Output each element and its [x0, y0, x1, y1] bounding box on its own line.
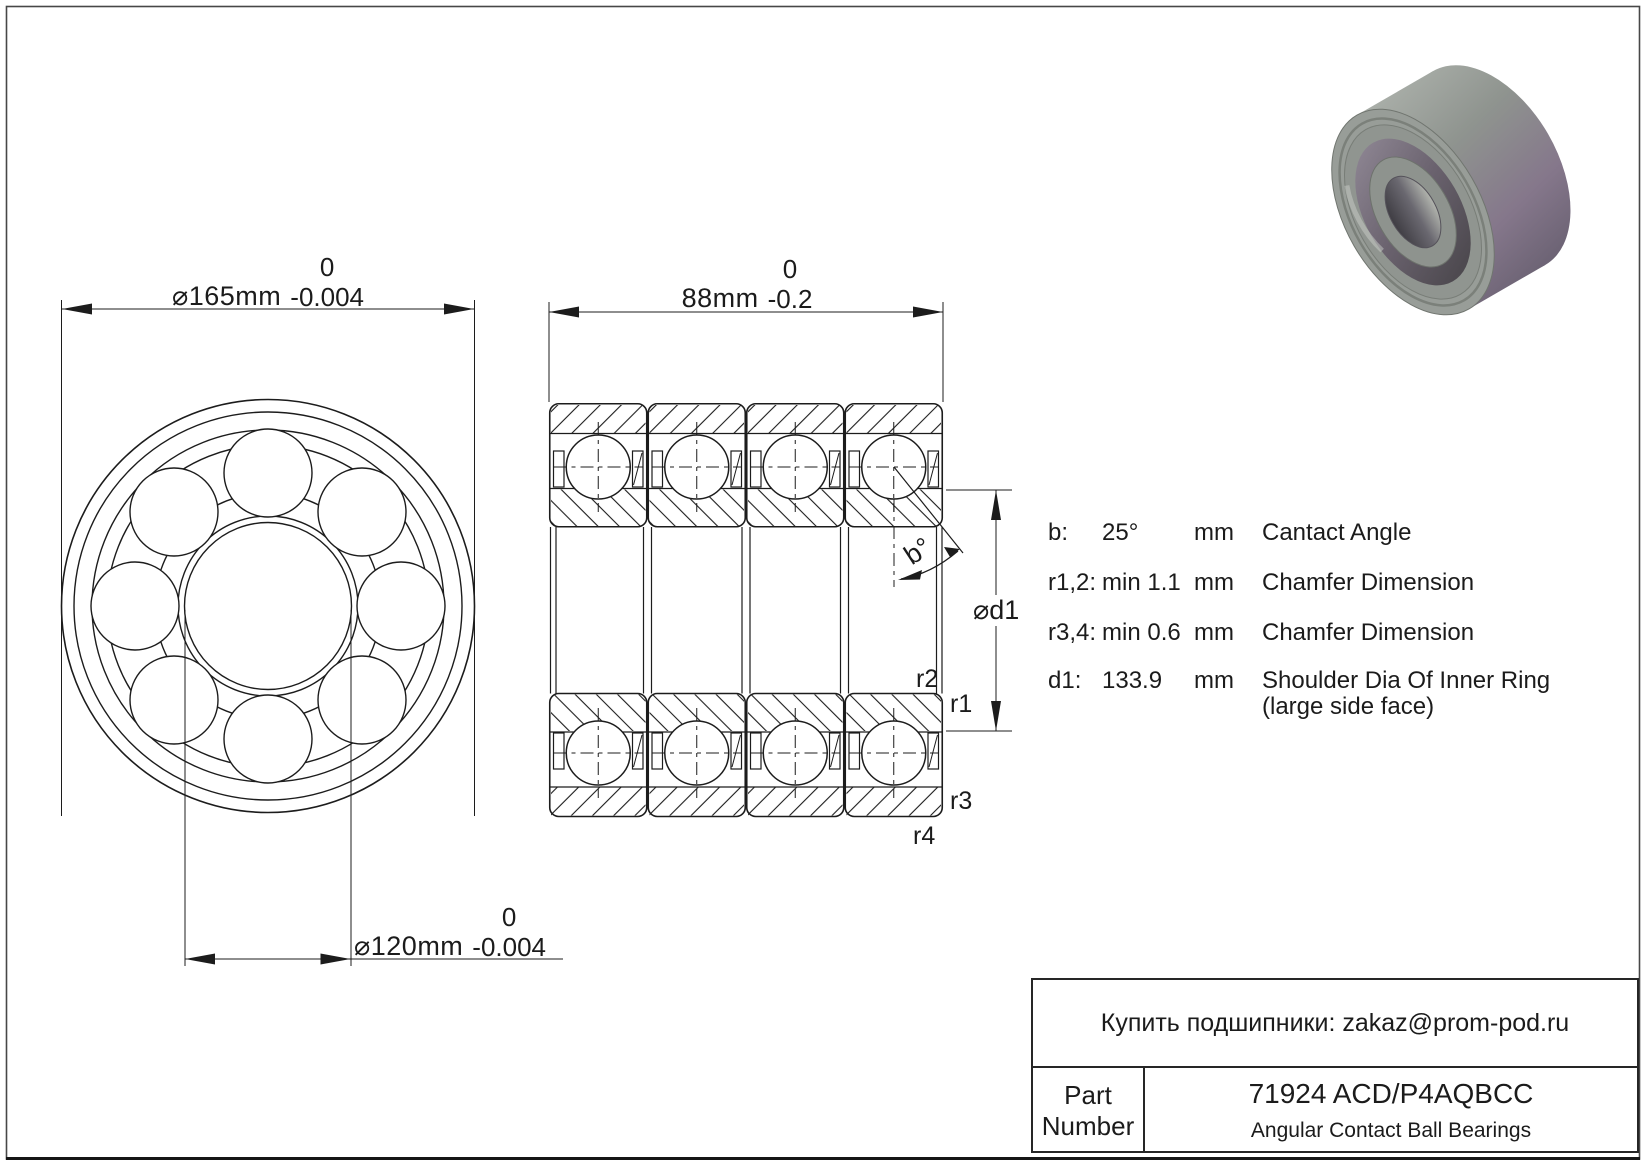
title-block	[1031, 978, 1639, 1153]
spec-value: 133.9	[1102, 667, 1163, 694]
chamfer-r4-label: r4	[913, 822, 936, 850]
spec-row-chamfer-r12	[1048, 570, 1474, 596]
dimension-tolerance: 0 -0.004	[472, 902, 547, 962]
part-number: 71924 ACD/P4AQBCC	[1248, 1078, 1534, 1109]
chamfer-r3-label: r3	[950, 787, 973, 815]
spec-value: min 1.1	[1102, 569, 1181, 596]
dimension-tolerance: 0 -0.004	[290, 252, 365, 312]
shoulder-diameter-label: ⌀d1	[970, 595, 1022, 626]
spec-label: d1:	[1048, 667, 1082, 694]
spec-row-contact-angle	[1048, 520, 1411, 546]
spec-unit: mm	[1194, 569, 1234, 596]
part-type: Angular Contact Ball Bearings	[1250, 1119, 1532, 1142]
outer-diameter-dimension-text	[172, 254, 364, 310]
spec-label: b:	[1048, 519, 1069, 546]
spec-description: Chamfer Dimension	[1262, 619, 1475, 646]
bore-diameter-dimension-text	[354, 904, 546, 960]
spec-unit: mm	[1194, 519, 1234, 546]
dimension-width	[549, 302, 943, 402]
part-number-cell	[1145, 1068, 1637, 1153]
spec-row-chamfer-r34	[1048, 620, 1474, 646]
chamfer-r1-label: r1	[950, 690, 973, 718]
spec-unit: mm	[1194, 619, 1234, 646]
spec-label: r1,2:	[1048, 569, 1097, 596]
dimension-value: ⌀165mm	[171, 280, 282, 311]
chamfer-r2-label: r2	[916, 665, 939, 693]
part-number-label: Part Number	[1033, 1068, 1145, 1153]
spec-value: 25°	[1102, 519, 1139, 546]
spec-unit: mm	[1194, 667, 1234, 694]
spec-description: Chamfer Dimension	[1262, 569, 1475, 596]
section-view-drawing	[550, 404, 1012, 817]
dimension-value: ⌀120mm	[354, 930, 464, 961]
width-dimension-text	[682, 256, 813, 312]
section-bore-lines	[551, 527, 943, 694]
spec-value: min 0.6	[1102, 619, 1181, 646]
contact-angle-label: b°	[898, 531, 937, 571]
dimension-value: 88mm	[681, 282, 759, 313]
dimension-tolerance: 0 -0.2	[767, 254, 813, 314]
bearing-3d-render	[1298, 37, 1604, 343]
spec-label: r3,4:	[1048, 619, 1097, 646]
spec-description: Shoulder Dia Of Inner Ring (large side face)	[1262, 667, 1551, 720]
title-block-bottom-row	[1033, 1068, 1637, 1153]
spec-row-shoulder-dia	[1048, 668, 1550, 720]
spec-description: Cantact Angle	[1262, 519, 1412, 546]
front-view-drawing	[62, 400, 475, 813]
front-view-balls	[91, 429, 445, 783]
seller-note: Купить подшипники: zakaz@prom-pod.ru	[1033, 980, 1637, 1068]
